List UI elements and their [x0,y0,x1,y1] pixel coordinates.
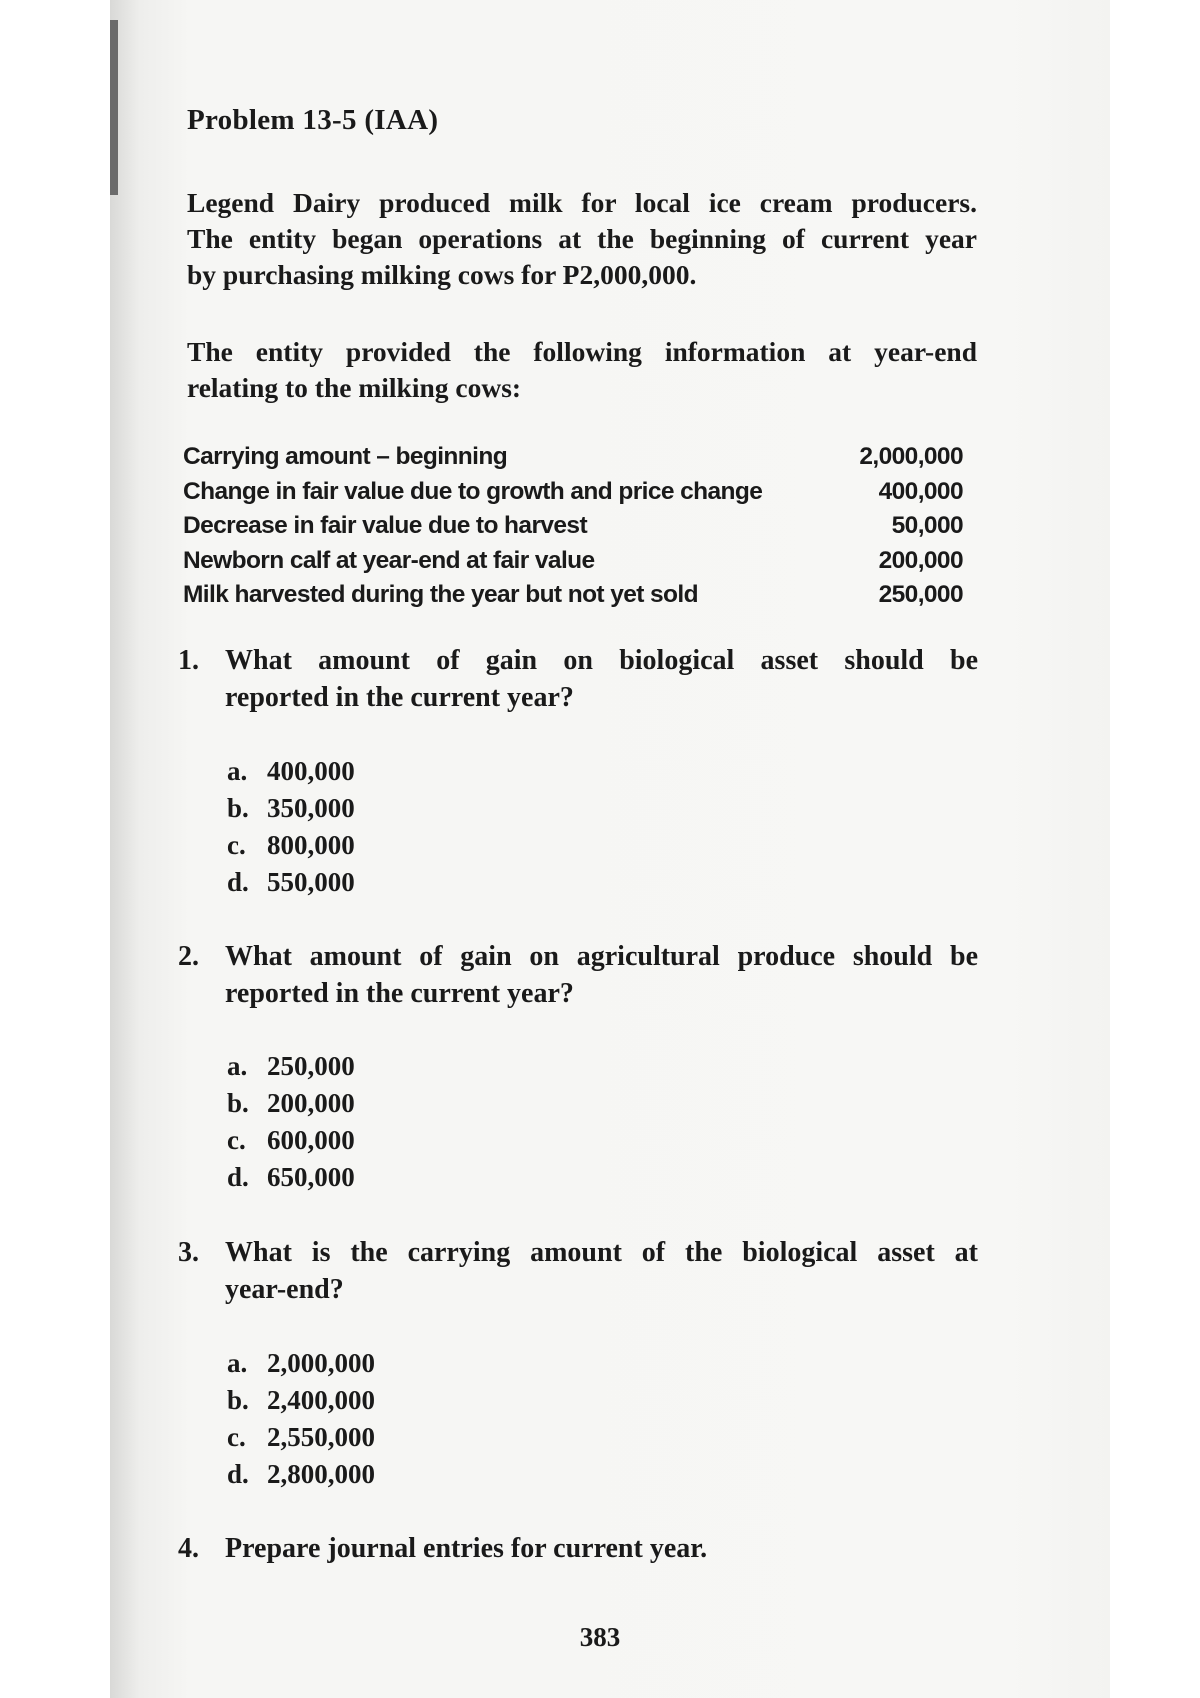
option-letter: a. [227,1348,248,1378]
question-line: reported in the current year? [225,682,574,713]
page-spine-shadow [110,20,118,195]
option-letter: c. [227,1125,246,1155]
option-letter: b. [227,1385,249,1415]
option-text: 550,000 [267,867,355,897]
intro-line: The entity began operations at the beginning of current year [187,223,977,254]
question-number: 1. [178,645,199,676]
option-item [227,1159,355,1196]
problem-title: Problem 13-5 (IAA) [187,104,439,136]
row-label: Milk harvested during the year but not yet sold [183,581,698,608]
option-letter: c. [227,830,246,860]
row-value: 200,000 [878,546,963,574]
option-text: 2,400,000 [267,1385,375,1415]
option-letter: b. [227,793,249,823]
option-text: 250,000 [267,1051,355,1081]
data-table [183,440,963,613]
row-label: Carrying amount – beginning [183,443,508,470]
intro-line: by purchasing milking cows for P2,000,000. [187,259,697,290]
option-letter: b. [227,1088,249,1118]
table-row [183,578,963,613]
question-2-options [227,1048,355,1196]
page-number: 383 [579,1622,621,1652]
row-label: Decrease in fair value due to harvest [183,512,588,539]
option-text: 800,000 [267,830,355,860]
option-item [227,1345,375,1382]
row-label: Newborn calf at year-end at fair value [183,546,595,574]
question-text [225,938,978,1012]
option-text: 2,550,000 [267,1422,375,1452]
question-line: Prepare journal entries for current year. [225,1533,708,1564]
option-item [227,753,355,790]
info-line: The entity provided the following information at year-end [187,336,977,367]
intro-line: Legend Dairy produced milk for local ice cream producers. [187,187,977,218]
question-text [225,642,978,716]
info-line: relating to the milking cows: [187,372,522,403]
row-value: 400,000 [878,477,963,505]
row-value: 2,000,000 [859,443,963,470]
option-letter: d. [227,1459,249,1489]
option-letter: a. [227,1051,248,1081]
table-row [183,509,963,544]
option-text: 2,800,000 [267,1459,375,1489]
row-label: Change in fair value due to growth and price change [183,477,763,505]
table-row [183,544,963,579]
option-text: 400,000 [267,756,355,786]
info-paragraph [187,334,977,406]
row-value: 50,000 [891,512,963,539]
option-letter: d. [227,867,249,897]
option-text: 200,000 [267,1088,355,1118]
option-item [227,790,355,827]
option-item [227,1122,355,1159]
option-letter: a. [227,756,248,786]
option-text: 2,000,000 [267,1348,375,1378]
question-text [225,1234,978,1308]
question-line: What is the carrying amount of the biological asset at [225,1237,978,1268]
option-item [227,864,355,901]
question-line: reported in the current year? [225,978,574,1009]
intro-paragraph [187,185,977,293]
question-number: 4. [178,1533,199,1564]
question-line: year-end? [225,1274,344,1305]
option-letter: c. [227,1422,246,1452]
table-row [183,475,963,510]
option-text: 650,000 [267,1162,355,1192]
question-line: What amount of gain on biological asset should be [225,645,978,676]
option-item [227,1419,375,1456]
option-item [227,827,355,864]
option-item [227,1048,355,1085]
question-3-options [227,1345,375,1493]
question-line: What amount of gain on agricultural produce should be [225,941,978,972]
table-row [183,440,963,475]
question-number: 2. [178,941,199,972]
option-item [227,1085,355,1122]
row-value: 250,000 [878,581,963,608]
option-letter: d. [227,1162,249,1192]
option-text: 600,000 [267,1125,355,1155]
option-item [227,1456,375,1493]
question-1-options [227,753,355,901]
question-number: 3. [178,1237,199,1268]
option-text: 350,000 [267,793,355,823]
option-item [227,1382,375,1419]
question-text [225,1530,978,1567]
